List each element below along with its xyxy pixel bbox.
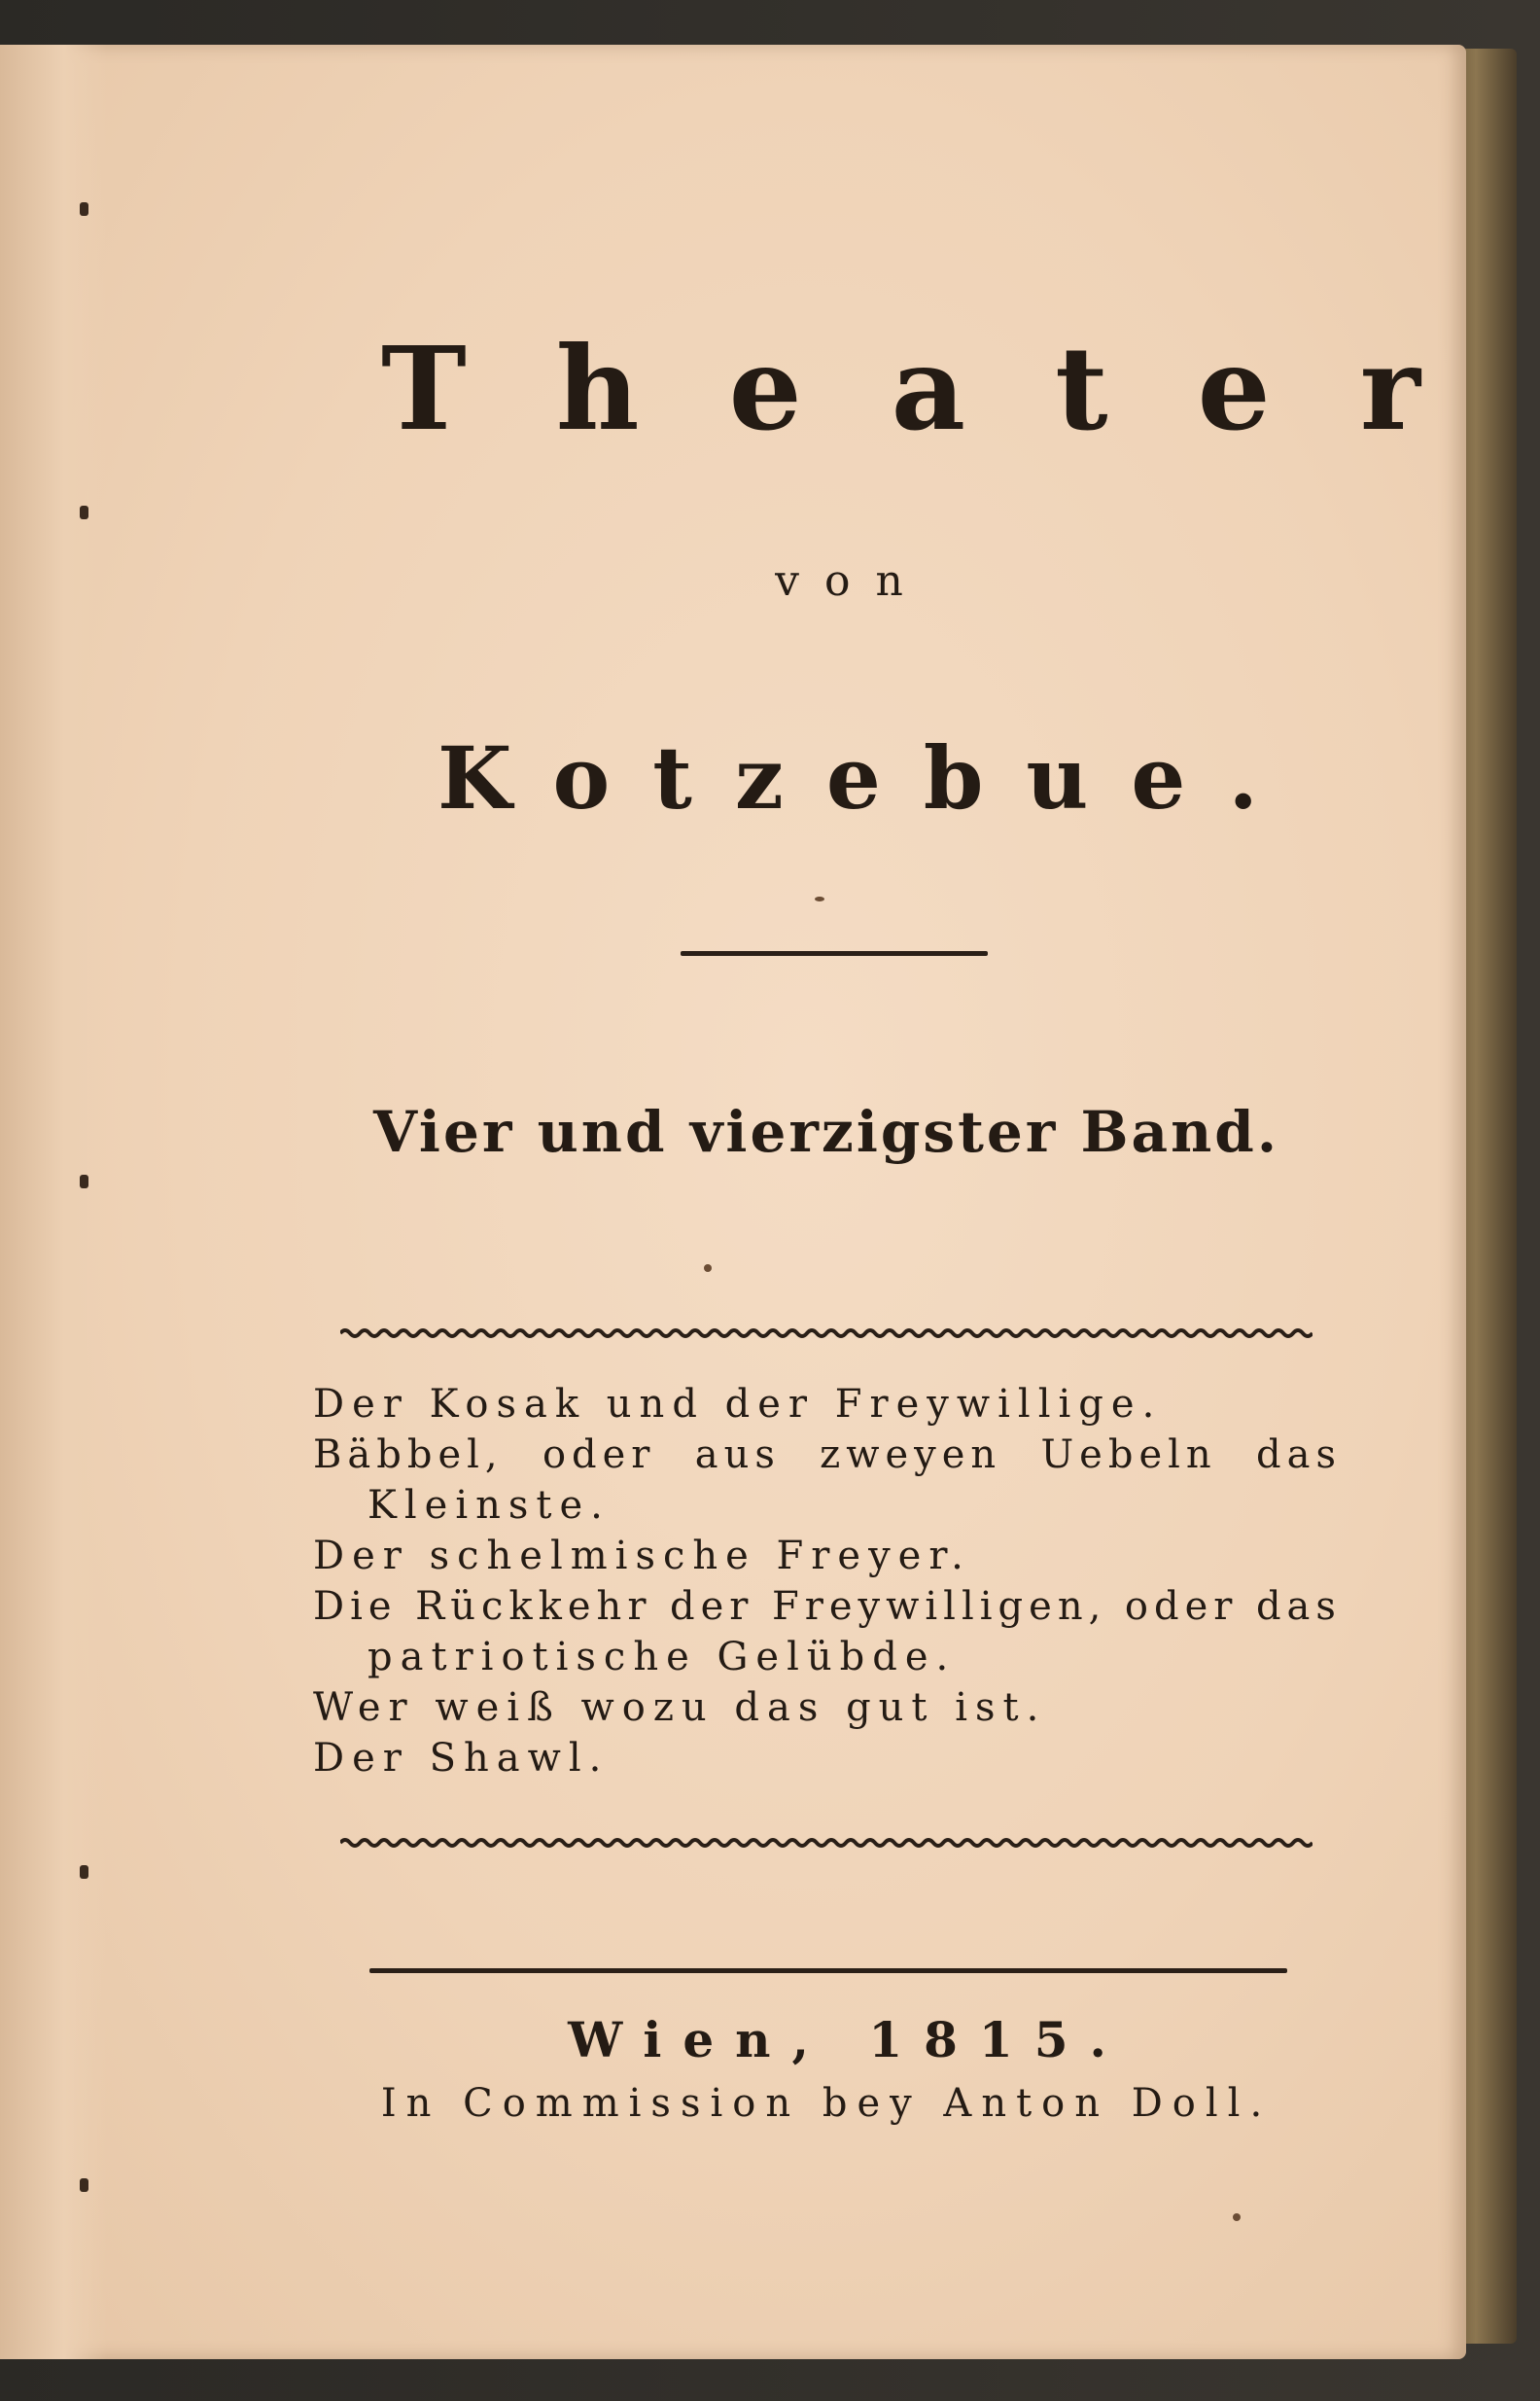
imprint-rule: [369, 1968, 1287, 1973]
contents-item: [313, 1682, 1342, 1733]
title-rule: [681, 951, 988, 956]
contents-item: [313, 1581, 1342, 1632]
contents-word: oder: [1124, 1584, 1239, 1629]
wavy-rule-bottom: [340, 1836, 1312, 1850]
volume-label: Vier und vierzigster Band.: [372, 1099, 1280, 1165]
contents-item: [313, 1733, 1342, 1783]
contents-word: das: [1255, 1432, 1342, 1477]
contents-word: das: [1255, 1584, 1342, 1629]
contents-item-text: Der Shawl.: [313, 1736, 610, 1781]
contents-item: [313, 1379, 1342, 1430]
paper-speck: [704, 1264, 712, 1272]
contents-word: Freywilligen,: [772, 1584, 1107, 1629]
contents-word: aus: [694, 1432, 781, 1477]
imprint-place-year: Wien, 1815.: [568, 2011, 1128, 2068]
contents-item-text: Wer weiß wozu das gut ist.: [313, 1685, 1047, 1730]
contents-item-text: patriotische Gelübde.: [368, 1635, 957, 1679]
contents-word: der: [670, 1584, 754, 1629]
contents-list: [313, 1379, 1342, 1783]
contents-word: zweyen: [820, 1432, 1002, 1477]
wavy-rule-top: [340, 1326, 1312, 1340]
contents-item-text: Kleinste.: [368, 1483, 611, 1528]
contents-item: [313, 1531, 1342, 1581]
contents-item-continuation: [313, 1632, 1342, 1682]
binding-gutter: [0, 45, 107, 2359]
contents-word: Die: [313, 1584, 398, 1629]
binding-stitch: [80, 2178, 88, 2192]
binding-stitch: [80, 1865, 88, 1879]
binding-stitch: [80, 202, 88, 216]
paper-speck: [815, 897, 824, 901]
contents-word: oder: [542, 1432, 656, 1477]
paper-speck: [1233, 2213, 1241, 2221]
binding-stitch: [80, 1175, 88, 1188]
contents-word: Rückkehr: [415, 1584, 652, 1629]
contents-word: Uebeln: [1040, 1432, 1217, 1477]
contents-item: [313, 1430, 1342, 1480]
contents-item-text: Der schelmische Freyer.: [313, 1534, 971, 1578]
book-title: Theater: [381, 321, 1510, 456]
author-name: Kotzebue.: [438, 727, 1301, 829]
contents-item-text: Der Kosak und der Freywillige.: [313, 1382, 1163, 1427]
binding-stitch: [80, 506, 88, 519]
byline-von: von: [775, 556, 928, 606]
imprint-publisher: In Commission bey Anton Doll.: [380, 2081, 1273, 2126]
contents-word: Bäbbel,: [313, 1432, 504, 1477]
contents-item-continuation: [313, 1480, 1342, 1531]
